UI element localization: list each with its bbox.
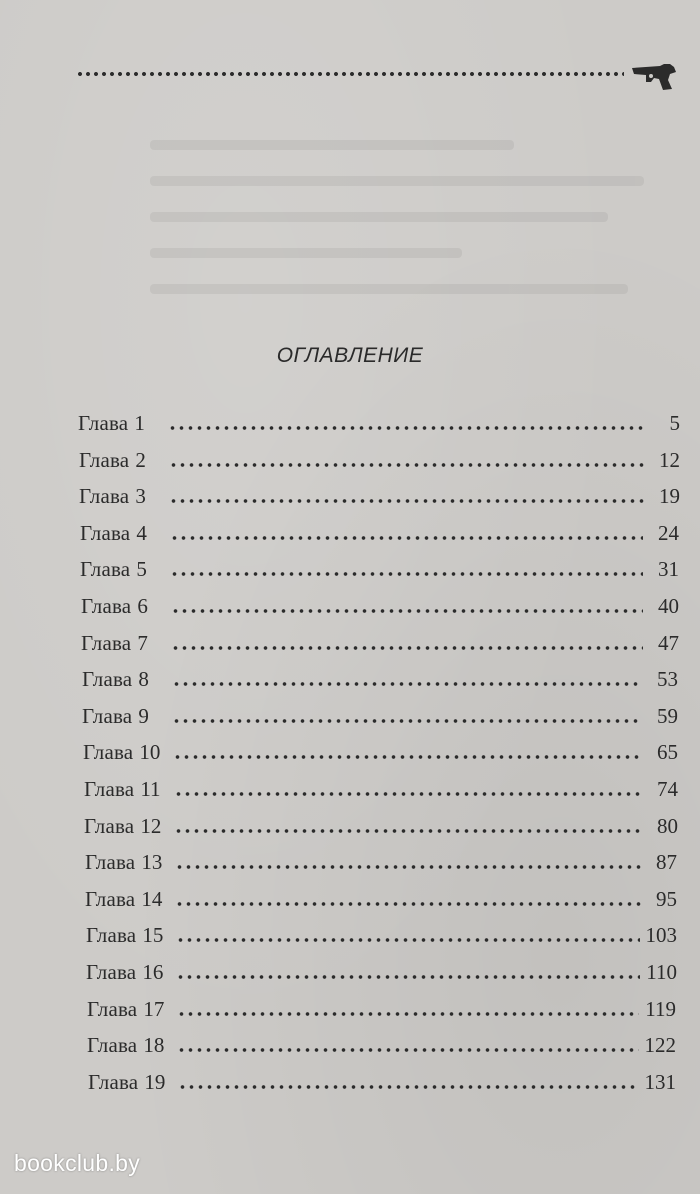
toc-entry-page: 74 bbox=[657, 777, 678, 801]
toc-entry-page: 103 bbox=[645, 923, 677, 947]
toc-leader-dots bbox=[177, 1012, 639, 1016]
revolver-icon bbox=[630, 62, 678, 92]
toc-entry-page: 5 bbox=[669, 411, 680, 435]
toc-entry-page: 19 bbox=[659, 484, 680, 508]
toc-entry-label: Глава bbox=[79, 448, 130, 472]
toc-title: ОГЛАВЛЕНИЕ bbox=[276, 344, 424, 367]
toc-entry-number: 8 bbox=[138, 667, 149, 691]
toc-entry-number: 10 bbox=[139, 740, 161, 764]
toc-entry bbox=[83, 737, 678, 767]
toc-entry-label: Глава bbox=[79, 484, 130, 508]
toc-entry-number: 13 bbox=[141, 850, 163, 874]
toc-entry-number: 19 bbox=[144, 1070, 166, 1094]
toc-entry-number: 4 bbox=[136, 521, 147, 545]
toc-entry-number: 6 bbox=[137, 594, 148, 618]
toc-entry bbox=[88, 1067, 676, 1097]
toc-entry-page: 131 bbox=[644, 1070, 676, 1094]
toc-leader-dots bbox=[171, 609, 643, 613]
toc-entry bbox=[86, 957, 677, 987]
toc-entry-label: Глава bbox=[85, 850, 136, 874]
toc-entry-label: Глава bbox=[88, 1070, 139, 1094]
toc-entry-page: 31 bbox=[658, 557, 679, 581]
header-dotted-rule bbox=[76, 70, 624, 78]
toc-entry bbox=[79, 445, 680, 475]
toc-entry-label: Глава bbox=[82, 667, 133, 691]
toc-entry bbox=[81, 628, 679, 658]
toc-entry-page: 59 bbox=[657, 704, 678, 728]
toc-entry-number: 9 bbox=[138, 704, 149, 728]
toc-entry-number: 1 bbox=[134, 411, 145, 435]
toc-entry bbox=[80, 518, 679, 548]
toc-entry-page: 12 bbox=[659, 448, 680, 472]
toc-leader-dots bbox=[174, 792, 642, 796]
toc-entry-number: 16 bbox=[142, 960, 164, 984]
toc-entry-label: Глава bbox=[80, 557, 131, 581]
toc-entry-label: Глава bbox=[86, 923, 137, 947]
toc-entry-label: Глава bbox=[85, 887, 136, 911]
watermark: bookclub.by bbox=[14, 1150, 141, 1176]
toc-entry bbox=[84, 811, 678, 841]
toc-leader-dots bbox=[173, 755, 642, 759]
toc-entry bbox=[85, 847, 677, 877]
toc-entry-number: 2 bbox=[135, 448, 146, 472]
toc-entry-page: 122 bbox=[644, 1033, 676, 1057]
toc-entry-page: 110 bbox=[646, 960, 677, 984]
toc-entry-label: Глава bbox=[83, 740, 134, 764]
toc-entry bbox=[82, 701, 678, 731]
toc-entry-label: Глава bbox=[80, 521, 131, 545]
toc-entry-label: Глава bbox=[86, 960, 137, 984]
toc-entry-number: 12 bbox=[140, 814, 162, 838]
toc-entry bbox=[80, 554, 679, 584]
toc-entry-number: 18 bbox=[143, 1033, 165, 1057]
toc-leader-dots bbox=[172, 719, 642, 723]
toc-entry-page: 65 bbox=[657, 740, 678, 764]
toc-entry-label: Глава bbox=[82, 704, 133, 728]
toc-leader-dots bbox=[176, 975, 640, 979]
toc-entry-label: Глава bbox=[84, 777, 135, 801]
toc-entry bbox=[86, 920, 677, 950]
toc-leader-dots bbox=[177, 1048, 638, 1052]
toc-leader-dots bbox=[170, 572, 643, 576]
toc-entry-page: 40 bbox=[658, 594, 679, 618]
toc-leader-dots bbox=[175, 902, 641, 906]
toc-entry-number: 17 bbox=[143, 997, 165, 1021]
toc-entry bbox=[79, 481, 680, 511]
toc-leader-dots bbox=[178, 1085, 638, 1089]
toc-entry-page: 119 bbox=[645, 997, 676, 1021]
toc-entry-page: 80 bbox=[657, 814, 678, 838]
toc-leader-dots bbox=[171, 646, 643, 650]
toc-entry bbox=[84, 774, 678, 804]
toc-entry-label: Глава bbox=[78, 411, 129, 435]
toc-entry-number: 7 bbox=[137, 631, 148, 655]
toc-entry-page: 47 bbox=[658, 631, 679, 655]
toc-entry bbox=[78, 408, 680, 438]
toc-entry-label: Глава bbox=[84, 814, 135, 838]
toc-entry bbox=[87, 994, 676, 1024]
toc-entry-label: Глава bbox=[87, 997, 138, 1021]
toc-leader-dots bbox=[175, 865, 641, 869]
toc-leader-dots bbox=[174, 829, 642, 833]
toc-entry-number: 3 bbox=[135, 484, 146, 508]
toc-leader-dots bbox=[169, 499, 644, 503]
toc-leader-dots bbox=[176, 938, 639, 942]
toc-entry-page: 24 bbox=[658, 521, 679, 545]
toc-entry-number: 11 bbox=[140, 777, 161, 801]
toc-leader-dots bbox=[168, 426, 644, 430]
toc-entry bbox=[87, 1030, 676, 1060]
toc-leader-dots bbox=[170, 536, 643, 540]
toc-entry bbox=[81, 591, 679, 621]
toc-entry-page: 95 bbox=[656, 887, 677, 911]
toc-entry bbox=[82, 664, 678, 694]
bleed-through-texture bbox=[150, 140, 670, 330]
toc-entry-page: 87 bbox=[656, 850, 677, 874]
toc-entry bbox=[85, 884, 677, 914]
toc-leader-dots bbox=[169, 463, 644, 467]
toc-entry-label: Глава bbox=[81, 631, 132, 655]
toc-entry-label: Глава bbox=[81, 594, 132, 618]
toc-entry-label: Глава bbox=[87, 1033, 138, 1057]
toc-entry-number: 14 bbox=[141, 887, 163, 911]
toc-leader-dots bbox=[172, 682, 642, 686]
toc-entry-page: 53 bbox=[657, 667, 678, 691]
toc-entry-number: 5 bbox=[136, 557, 147, 581]
toc-entry-number: 15 bbox=[142, 923, 164, 947]
